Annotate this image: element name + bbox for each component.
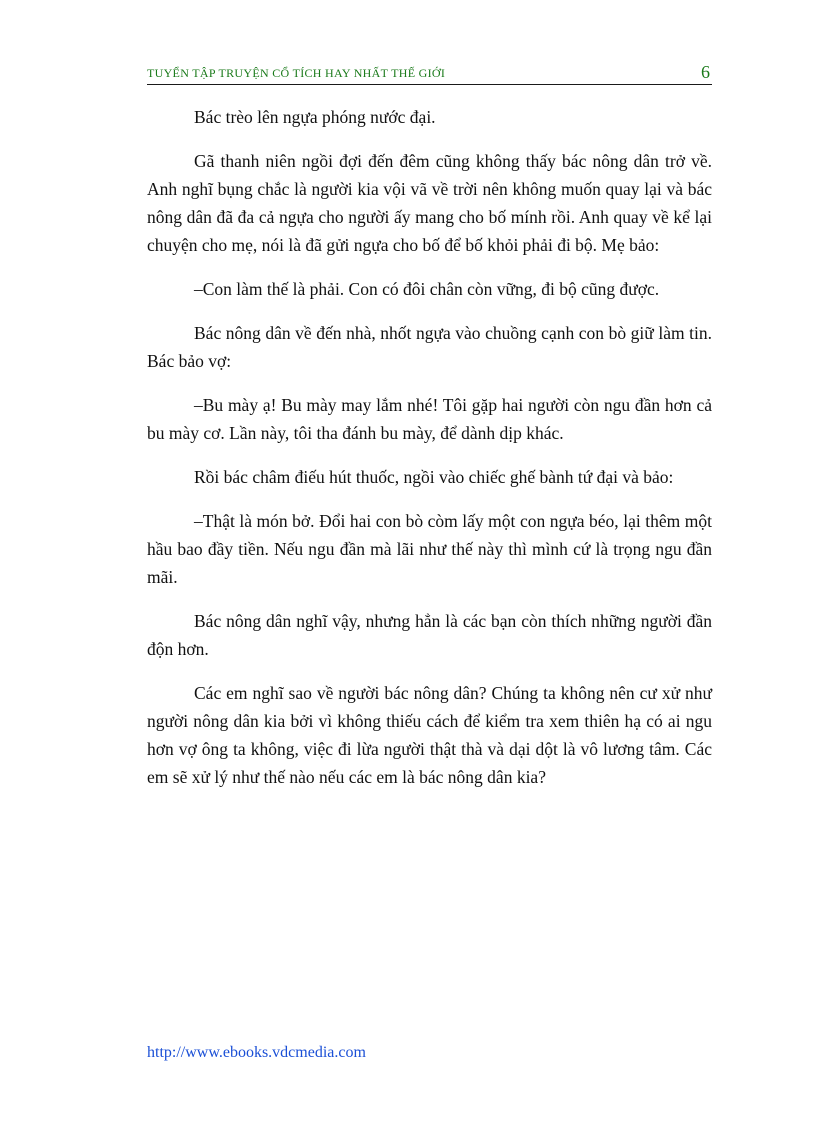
paragraph: Bác trèo lên ngựa phóng nước đại. — [194, 107, 436, 127]
paragraph: Rồi bác châm điếu hút thuốc, ngồi vào chiếc ghế bành tứ đại và bảo: — [194, 467, 674, 487]
book-title: TUYỂN TẬP TRUYỆN CỔ TÍCH HAY NHẤT THẾ GIỚI — [147, 66, 446, 80]
paragraph: Gã thanh niên ngồi đợi đến đêm cũng không thấy bác nông dân trở về. Anh nghĩ bụng chắc là người kia vội vã về trời nên không muốn quay lại và bác nông dân đã đa cả ngựa cho người ấy mang cho bố mính rồi. Anh quay về kể lại chuyện cho mẹ, nói là đã gửi ngựa cho bố để bố khỏi phải đi bộ. Mẹ bảo: — [147, 151, 712, 255]
moral-paragraph: Các em nghĩ sao về người bác nông dân? Chúng ta không nên cư xử như người nông dân kia bởi vì không thiếu cách để kiểm tra xem thiên hạ có ai ngu hơn vợ ông ta không, việc đi lừa người thật thà và dại dột là vô lương tâm. Các em sẽ xử lý như thế nào nếu các em là bác nông dân kia? — [147, 683, 712, 787]
dialogue-paragraph: –Bu mày ạ! Bu mày may lắm nhé! Tôi gặp hai người còn ngu đần hơn cả bu mày cơ. Lần này, tôi tha đánh bu mày, để dành dịp khác. — [147, 395, 712, 443]
page-number: 6 — [701, 62, 710, 82]
dialogue-paragraph: –Thật là món bở. Đổi hai con bò còm lấy một con ngựa béo, lại thêm một hầu bao đầy tiền. Nếu ngu đần mà lãi như thế này thì mình cứ là trọng ngu đần mãi. — [147, 511, 712, 587]
dialogue-paragraph: –Con làm thế là phải. Con có đôi chân còn vững, đi bộ cũng được. — [194, 279, 660, 299]
story-body — [147, 103, 712, 807]
footer-website-link[interactable]: http://www.ebooks.vdcmedia.com — [147, 1044, 366, 1061]
running-header — [147, 62, 712, 85]
paragraph: Bác nông dân về đến nhà, nhốt ngựa vào chuồng cạnh con bò giữ làm tin. Bác bảo vợ: — [147, 323, 712, 371]
paragraph: Bác nông dân nghĩ vậy, nhưng hẳn là các bạn còn thích những người đần độn hơn. — [147, 611, 712, 659]
